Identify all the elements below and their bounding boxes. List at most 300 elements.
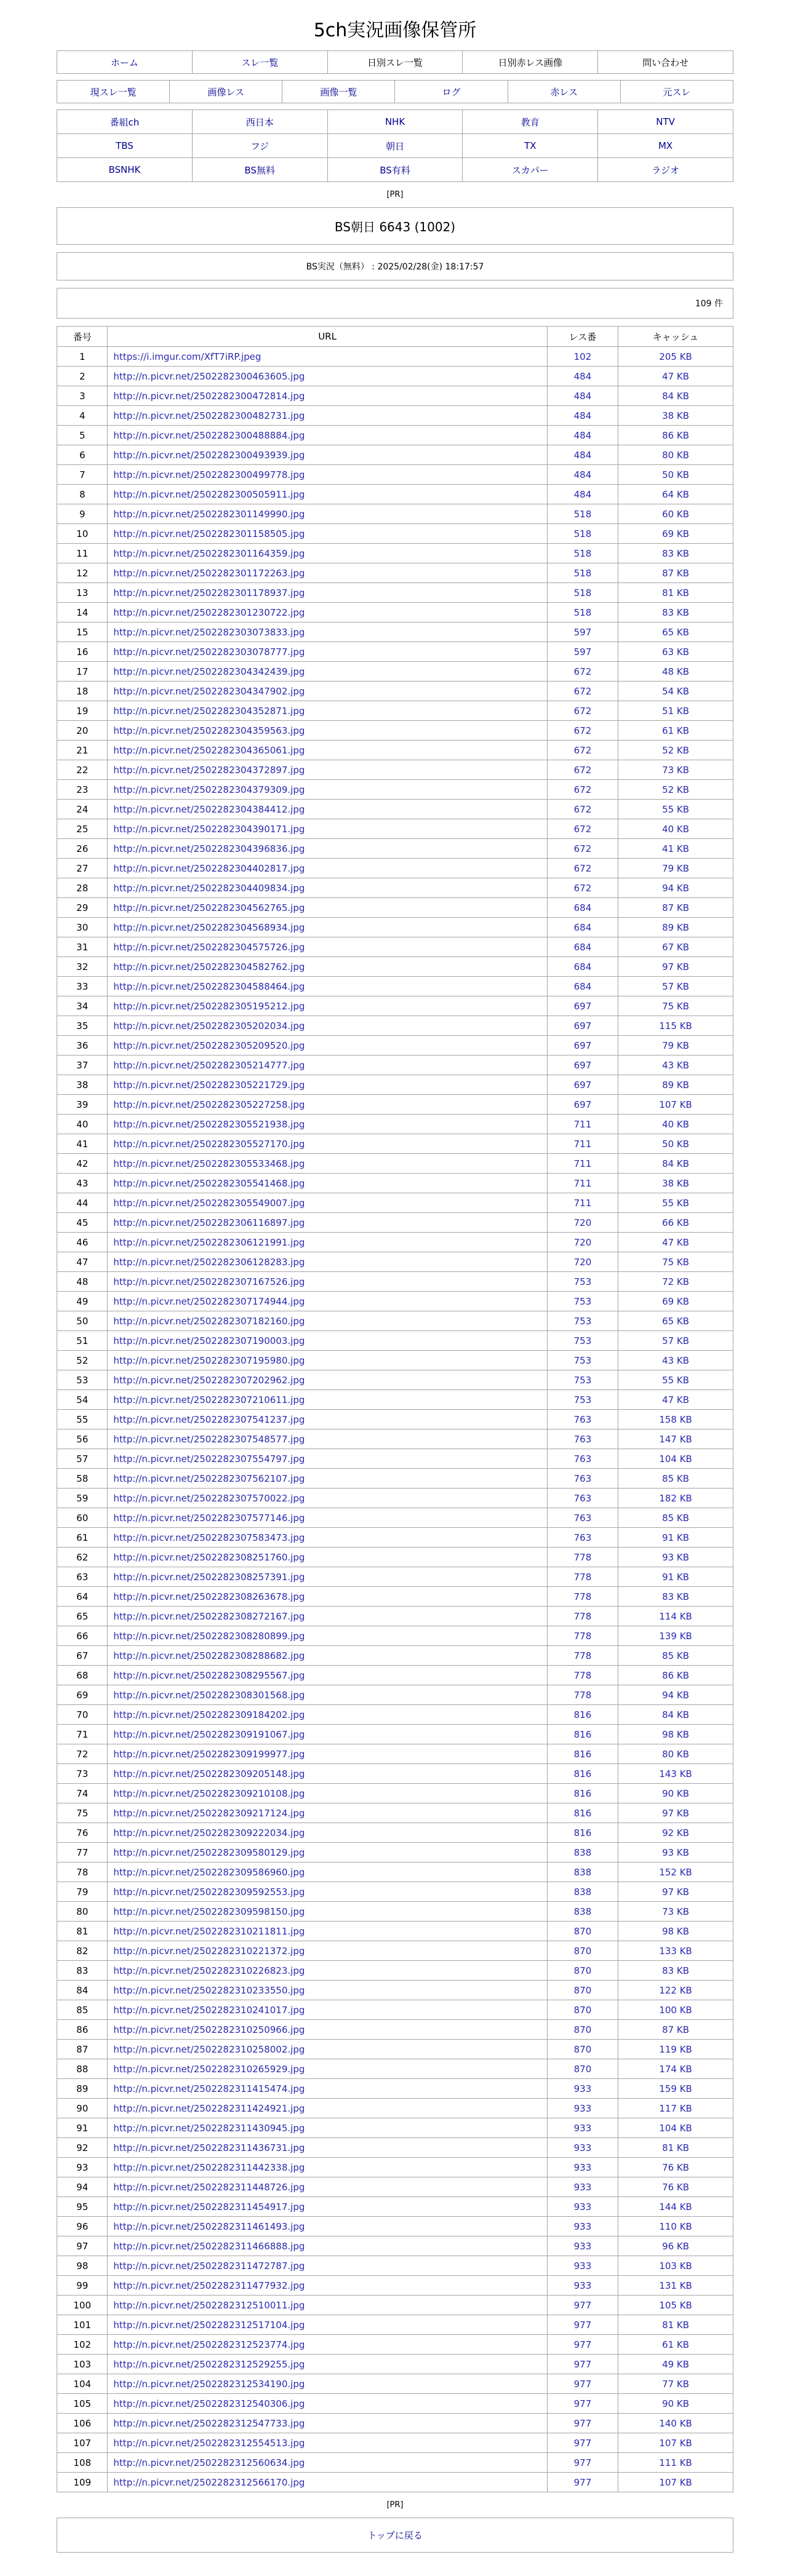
image-url-link[interactable]: http://n.picvr.net/2502282304575726.jpg: [113, 941, 305, 953]
nav-link[interactable]: フジ: [250, 140, 269, 152]
image-url-link[interactable]: http://n.picvr.net/2502282303078777.jpg: [113, 646, 305, 658]
image-url-cell: [108, 977, 547, 996]
image-url-link[interactable]: http://n.picvr.net/2502282306116897.jpg: [113, 1217, 305, 1228]
nav-item[interactable]: [395, 81, 508, 103]
image-url-link[interactable]: http://n.picvr.net/2502282301164359.jpg: [113, 547, 305, 559]
image-url-link[interactable]: http://n.picvr.net/2502282301230722.jpg: [113, 606, 305, 618]
cache-size: 90 KB: [618, 1784, 733, 1803]
table-row: [57, 426, 733, 445]
table-row: [57, 1095, 733, 1115]
image-url-link[interactable]: http://n.picvr.net/2502282305227258.jpg: [113, 1099, 305, 1110]
image-url-link[interactable]: http://n.picvr.net/2502282310265929.jpg: [113, 2063, 305, 2075]
res-number: 672: [547, 701, 618, 721]
row-number: 23: [57, 780, 108, 800]
row-number: 82: [57, 1941, 108, 1961]
row-number: 30: [57, 918, 108, 937]
nav-secondary-row: [57, 81, 733, 103]
image-url-link[interactable]: http://n.picvr.net/2502282309598150.jpg: [113, 1906, 305, 1917]
res-number: 870: [547, 2059, 618, 2079]
image-url-link[interactable]: http://n.picvr.net/2502282307562107.jpg: [113, 1473, 305, 1484]
image-url-cell: [108, 1626, 547, 1646]
nav-item[interactable]: [192, 110, 327, 134]
image-url-link[interactable]: http://n.picvr.net/2502282307190003.jpg: [113, 1335, 305, 1346]
image-url-link[interactable]: http://n.picvr.net/2502282305549007.jpg: [113, 1197, 305, 1209]
image-url-link[interactable]: http://n.picvr.net/2502282304396836.jpg: [113, 843, 305, 854]
image-url-cell: [108, 1036, 547, 1055]
row-number: 69: [57, 1685, 108, 1705]
res-number: 977: [547, 2355, 618, 2374]
res-number: 672: [547, 662, 618, 682]
cache-size: 47 KB: [618, 1390, 733, 1410]
nav-item[interactable]: [463, 110, 598, 134]
res-number: 870: [547, 1981, 618, 2000]
image-url-link[interactable]: http://n.picvr.net/2502282307570022.jpg: [113, 1492, 305, 1504]
table-row: [57, 2217, 733, 2236]
image-url-link[interactable]: http://n.picvr.net/2502282311442338.jpg: [113, 2161, 305, 2173]
image-url-link[interactable]: http://n.picvr.net/2502282300499778.jpg: [113, 469, 305, 480]
image-url-link[interactable]: http://n.picvr.net/2502282309205148.jpg: [113, 1768, 305, 1779]
row-number: 21: [57, 741, 108, 760]
image-url-cell: [108, 2374, 547, 2394]
image-url-link[interactable]: http://n.picvr.net/2502282310221372.jpg: [113, 1945, 305, 1957]
res-number: 778: [547, 1626, 618, 1646]
image-url-cell: [108, 1351, 547, 1370]
nav-link[interactable]: TX: [524, 140, 537, 151]
row-number: 43: [57, 1174, 108, 1193]
image-url-cell: [108, 1685, 547, 1705]
row-number: 1: [57, 347, 108, 367]
res-number: 711: [547, 1115, 618, 1134]
nav-item[interactable]: [327, 110, 463, 134]
image-url-link[interactable]: http://n.picvr.net/2502282304384412.jpg: [113, 803, 305, 815]
image-url-link[interactable]: http://n.picvr.net/2502282311461493.jpg: [113, 2220, 305, 2232]
image-url-link[interactable]: http://n.picvr.net/2502282312540306.jpg: [113, 2398, 305, 2409]
image-url-link[interactable]: http://n.picvr.net/2502282309184202.jpg: [113, 1709, 305, 1720]
nav-link[interactable]: 画像一覧: [320, 86, 357, 98]
nav-item[interactable]: [327, 158, 463, 182]
image-url-link[interactable]: http://n.picvr.net/2502282307541237.jpg: [113, 1413, 305, 1425]
row-number: 98: [57, 2256, 108, 2276]
nav-item[interactable]: [598, 134, 733, 158]
table-row: [57, 465, 733, 485]
res-number: 484: [547, 445, 618, 465]
image-url-link[interactable]: http://n.picvr.net/2502282312547733.jpg: [113, 2417, 305, 2429]
image-url-link[interactable]: http://n.picvr.net/2502282307583473.jpg: [113, 1532, 305, 1543]
image-url-link[interactable]: http://n.picvr.net/2502282311448726.jpg: [113, 2181, 305, 2193]
row-number: 12: [57, 563, 108, 583]
image-url-cell: [108, 1587, 547, 1607]
image-url-link[interactable]: http://n.picvr.net/2502282308251760.jpg: [113, 1551, 305, 1563]
nav-link[interactable]: MX: [658, 140, 673, 151]
cache-size: 61 KB: [618, 721, 733, 741]
image-url-link[interactable]: http://n.picvr.net/2502282304342439.jpg: [113, 666, 305, 677]
image-url-link[interactable]: http://n.picvr.net/2502282304409834.jpg: [113, 882, 305, 894]
row-number: 17: [57, 662, 108, 682]
table-row: [57, 2433, 733, 2453]
image-url-link[interactable]: http://n.picvr.net/2502282308263678.jpg: [113, 1591, 305, 1602]
nav-link[interactable]: 朝日: [385, 140, 404, 152]
image-url-link[interactable]: http://n.picvr.net/2502282309222034.jpg: [113, 1827, 305, 1839]
row-number: 55: [57, 1410, 108, 1429]
image-url-link[interactable]: http://n.picvr.net/2502282308288682.jpg: [113, 1650, 305, 1661]
nav-item[interactable]: [192, 51, 327, 74]
image-url-link[interactable]: http://n.picvr.net/2502282310258002.jpg: [113, 2043, 305, 2055]
image-table: [57, 326, 733, 2492]
page-container: [57, 15, 733, 2553]
image-url-link[interactable]: http://n.picvr.net/2502282304372897.jpg: [113, 764, 305, 776]
res-number: 816: [547, 1784, 618, 1803]
cache-size: 111 KB: [618, 2453, 733, 2473]
image-url-link[interactable]: http://n.picvr.net/2502282307554797.jpg: [113, 1453, 305, 1465]
image-url-link[interactable]: http://n.picvr.net/2502282305202034.jpg: [113, 1020, 305, 1032]
cache-size: 152 KB: [618, 1862, 733, 1882]
image-url-link[interactable]: http://n.picvr.net/2502282300505911.jpg: [113, 488, 305, 500]
table-row: [57, 957, 733, 977]
table-row: [57, 1528, 733, 1548]
image-url-link[interactable]: http://n.picvr.net/2502282311477932.jpg: [113, 2280, 305, 2291]
image-url-link[interactable]: http://n.picvr.net/2502282310211811.jpg: [113, 1925, 305, 1937]
cache-size: 115 KB: [618, 1016, 733, 1036]
back-to-top-link[interactable]: トップに戻る: [367, 2530, 423, 2541]
image-url-link[interactable]: http://n.picvr.net/2502282309586960.jpg: [113, 1866, 305, 1878]
image-url-link[interactable]: http://n.picvr.net/2502282304588464.jpg: [113, 980, 305, 992]
image-url-link[interactable]: http://n.picvr.net/2502282311430945.jpg: [113, 2122, 305, 2134]
image-url-link[interactable]: http://n.picvr.net/2502282305209520.jpg: [113, 1040, 305, 1051]
nav-item[interactable]: [463, 134, 598, 158]
image-url-link[interactable]: http://n.picvr.net/2502282311424921.jpg: [113, 2102, 305, 2114]
nav-item[interactable]: [57, 51, 193, 74]
table-row: [57, 1469, 733, 1489]
nav-item[interactable]: [192, 134, 327, 158]
nav-item[interactable]: [327, 134, 463, 158]
table-row: [57, 2453, 733, 2473]
res-number: 763: [547, 1429, 618, 1449]
image-url-link[interactable]: http://n.picvr.net/2502282307195980.jpg: [113, 1354, 305, 1366]
cache-size: 86 KB: [618, 1666, 733, 1685]
image-url-link[interactable]: http://n.picvr.net/2502282307210611.jpg: [113, 1394, 305, 1405]
row-number: 90: [57, 2099, 108, 2118]
row-number: 81: [57, 1922, 108, 1941]
image-url-link[interactable]: http://n.picvr.net/2502282312534190.jpg: [113, 2378, 305, 2390]
image-url-link[interactable]: http://n.picvr.net/2502282308301568.jpg: [113, 1689, 305, 1701]
table-row: [57, 1272, 733, 1292]
nav-item[interactable]: [620, 81, 733, 103]
row-number: 67: [57, 1646, 108, 1666]
image-url-link[interactable]: http://n.picvr.net/2502282312529255.jpg: [113, 2358, 305, 2370]
image-url-link[interactable]: http://n.picvr.net/2502282309592553.jpg: [113, 1886, 305, 1898]
image-url-link[interactable]: http://n.picvr.net/2502282311472787.jpg: [113, 2260, 305, 2272]
image-url-link[interactable]: http://n.picvr.net/2502282306121991.jpg: [113, 1236, 305, 1248]
table-row: [57, 1213, 733, 1233]
row-number: 75: [57, 1803, 108, 1823]
table-row: [57, 1567, 733, 1587]
row-number: 42: [57, 1154, 108, 1174]
nav-link[interactable]: BS有料: [380, 164, 410, 176]
table-row: [57, 1075, 733, 1095]
cache-size: 84 KB: [618, 1154, 733, 1174]
image-url-link[interactable]: http://n.picvr.net/2502282304352871.jpg: [113, 705, 305, 717]
nav-item: 問い合わせ: [598, 51, 733, 74]
image-url-link[interactable]: http://n.picvr.net/2502282308257391.jpg: [113, 1571, 305, 1583]
thread-status: BS実況（無料） : 2025/02/28(金) 18:17:57: [57, 252, 733, 280]
image-url-link[interactable]: http://n.picvr.net/2502282300472814.jpg: [113, 390, 305, 402]
res-number: 763: [547, 1449, 618, 1469]
image-url-link[interactable]: http://n.picvr.net/2502282303073833.jpg: [113, 626, 305, 638]
image-url-link[interactable]: http://n.picvr.net/2502282309199977.jpg: [113, 1748, 305, 1760]
image-url-link[interactable]: http://n.picvr.net/2502282307548577.jpg: [113, 1433, 305, 1445]
cache-size: 48 KB: [618, 662, 733, 682]
image-url-link[interactable]: http://n.picvr.net/2502282308272167.jpg: [113, 1610, 305, 1622]
cache-size: 64 KB: [618, 485, 733, 504]
cache-size: 93 KB: [618, 1548, 733, 1567]
nav-item[interactable]: [282, 81, 395, 103]
res-number: 763: [547, 1508, 618, 1528]
image-url-link[interactable]: http://n.picvr.net/2502282305195212.jpg: [113, 1000, 305, 1012]
image-url-link[interactable]: http://n.picvr.net/2502282304582762.jpg: [113, 961, 305, 972]
image-url-link[interactable]: http://n.picvr.net/2502282312566170.jpg: [113, 2476, 305, 2488]
nav-link[interactable]: 教育: [521, 116, 540, 128]
cache-size: 41 KB: [618, 839, 733, 859]
image-url-link[interactable]: http://n.picvr.net/2502282311436731.jpg: [113, 2142, 305, 2153]
res-number: 977: [547, 2473, 618, 2492]
cache-size: 84 KB: [618, 386, 733, 406]
row-number: 3: [57, 386, 108, 406]
table-row: [57, 2040, 733, 2059]
row-number: 8: [57, 485, 108, 504]
image-url-link[interactable]: http://n.picvr.net/2502282305541468.jpg: [113, 1177, 305, 1189]
table-row: [57, 1803, 733, 1823]
nav-link[interactable]: ホーム: [110, 57, 138, 68]
image-url-link[interactable]: http://n.picvr.net/2502282312510011.jpg: [113, 2299, 305, 2311]
image-url-cell: [108, 2236, 547, 2256]
cache-size: 47 KB: [618, 1233, 733, 1252]
nav-link[interactable]: スカパー: [511, 164, 549, 176]
image-url-link[interactable]: http://n.picvr.net/2502282301158505.jpg: [113, 528, 305, 539]
nav-item[interactable]: [598, 158, 733, 182]
table-row: [57, 1607, 733, 1626]
image-url-cell: [108, 2138, 547, 2158]
image-url-cell: [108, 800, 547, 819]
nav-item[interactable]: [57, 81, 170, 103]
row-number: 96: [57, 2217, 108, 2236]
image-url-link[interactable]: http://n.picvr.net/2502282304568934.jpg: [113, 921, 305, 933]
row-number: 73: [57, 1764, 108, 1784]
image-url-link[interactable]: http://n.picvr.net/2502282311466888.jpg: [113, 2240, 305, 2252]
nav-link[interactable]: 元スレ: [663, 86, 691, 98]
image-url-cell: [108, 1390, 547, 1410]
image-url-cell: [108, 1429, 547, 1449]
table-row: [57, 1292, 733, 1311]
table-row: [57, 2335, 733, 2355]
thread-title: BS朝日 6643 (1002): [57, 207, 733, 245]
nav-item[interactable]: [192, 158, 327, 182]
image-url-link[interactable]: http://n.picvr.net/2502282304562765.jpg: [113, 902, 305, 913]
table-row: [57, 406, 733, 426]
image-url-link[interactable]: http://n.picvr.net/2502282304359563.jpg: [113, 725, 305, 736]
res-number: 672: [547, 780, 618, 800]
res-number: 518: [547, 563, 618, 583]
nav-link[interactable]: TBS: [116, 140, 134, 151]
image-url-cell: [108, 465, 547, 485]
table-row: [57, 2473, 733, 2492]
nav-link[interactable]: スレ一覧: [241, 57, 279, 68]
res-number: 933: [547, 2158, 618, 2177]
image-url-cell: [108, 2040, 547, 2059]
result-count: 109 件: [57, 288, 733, 319]
nav-link[interactable]: 西日本: [245, 116, 274, 128]
nav-link[interactable]: 番組ch: [110, 116, 140, 128]
image-url-cell: [108, 1508, 547, 1528]
image-url-cell: [108, 859, 547, 878]
image-url-link[interactable]: http://n.picvr.net/2502282307202962.jpg: [113, 1374, 305, 1386]
row-number: 58: [57, 1469, 108, 1489]
cache-size: 205 KB: [618, 347, 733, 367]
res-number: 672: [547, 800, 618, 819]
nav-item[interactable]: [57, 110, 193, 134]
nav-link[interactable]: 現スレ一覧: [90, 86, 137, 98]
cache-size: 98 KB: [618, 1725, 733, 1744]
cache-size: 52 KB: [618, 780, 733, 800]
nav-item: 日別スレ一覧: [327, 51, 463, 74]
res-number: 933: [547, 2217, 618, 2236]
image-url-cell: [108, 1607, 547, 1626]
image-url-link[interactable]: http://n.picvr.net/2502282307174944.jpg: [113, 1295, 305, 1307]
res-number: 672: [547, 682, 618, 701]
image-url-link[interactable]: http://n.picvr.net/2502282310250966.jpg: [113, 2024, 305, 2035]
nav-item[interactable]: [463, 158, 598, 182]
image-url-link[interactable]: http://n.picvr.net/2502282312554513.jpg: [113, 2437, 305, 2449]
row-number: 63: [57, 1567, 108, 1587]
image-url-link[interactable]: http://n.picvr.net/2502282305527170.jpg: [113, 1138, 305, 1150]
image-url-link[interactable]: https://i.imgur.com/XfT7iRP.jpeg: [113, 351, 261, 362]
table-row: [57, 1154, 733, 1174]
cache-size: 131 KB: [618, 2276, 733, 2296]
image-url-cell: [108, 1193, 547, 1213]
row-number: 71: [57, 1725, 108, 1744]
image-url-link[interactable]: http://n.picvr.net/2502282305521938.jpg: [113, 1118, 305, 1130]
image-url-link[interactable]: http://n.picvr.net/2502282305533468.jpg: [113, 1158, 305, 1169]
image-url-cell: [108, 2433, 547, 2453]
nav-link[interactable]: NHK: [385, 116, 405, 127]
image-url-cell: [108, 2276, 547, 2296]
table-row: [57, 682, 733, 701]
cache-size: 75 KB: [618, 1252, 733, 1272]
image-url-cell: [108, 1764, 547, 1784]
image-url-link[interactable]: http://n.picvr.net/2502282300482731.jpg: [113, 410, 305, 421]
cache-size: 72 KB: [618, 1272, 733, 1292]
image-url-link[interactable]: http://n.picvr.net/2502282312523774.jpg: [113, 2339, 305, 2350]
res-number: 977: [547, 2315, 618, 2335]
res-number: 753: [547, 1292, 618, 1311]
table-row: [57, 2079, 733, 2099]
nav-item[interactable]: [598, 110, 733, 134]
image-url-link[interactable]: http://n.picvr.net/2502282304402817.jpg: [113, 862, 305, 874]
nav-link[interactable]: ログ: [442, 86, 461, 98]
image-url-link[interactable]: http://n.picvr.net/2502282307167526.jpg: [113, 1276, 305, 1287]
cache-size: 107 KB: [618, 2473, 733, 2492]
nav-item[interactable]: [170, 81, 282, 103]
image-url-link[interactable]: http://n.picvr.net/2502282306128283.jpg: [113, 1256, 305, 1268]
nav-item[interactable]: [57, 158, 193, 182]
image-url-link[interactable]: http://n.picvr.net/2502282312517104.jpg: [113, 2319, 305, 2331]
image-url-link[interactable]: http://n.picvr.net/2502282300493939.jpg: [113, 449, 305, 461]
cache-size: 50 KB: [618, 465, 733, 485]
image-url-cell: [108, 1489, 547, 1508]
image-url-link[interactable]: http://n.picvr.net/2502282311454917.jpg: [113, 2201, 305, 2212]
image-url-link[interactable]: http://n.picvr.net/2502282301172263.jpg: [113, 567, 305, 579]
image-url-link[interactable]: http://n.picvr.net/2502282309217124.jpg: [113, 1807, 305, 1819]
image-url-link[interactable]: http://n.picvr.net/2502282304365061.jpg: [113, 744, 305, 756]
cache-size: 133 KB: [618, 1941, 733, 1961]
res-number: 778: [547, 1567, 618, 1587]
table-row: [57, 2099, 733, 2118]
res-number: 977: [547, 2453, 618, 2473]
nav-item[interactable]: [508, 81, 620, 103]
image-url-link[interactable]: http://n.picvr.net/2502282309210108.jpg: [113, 1787, 305, 1799]
cache-size: 67 KB: [618, 937, 733, 957]
image-url-link[interactable]: http://n.picvr.net/2502282300488884.jpg: [113, 429, 305, 441]
nav-link[interactable]: BSNHK: [108, 164, 141, 175]
image-url-link[interactable]: http://n.picvr.net/2502282301178937.jpg: [113, 587, 305, 598]
table-row: [57, 2394, 733, 2414]
cache-size: 80 KB: [618, 1744, 733, 1764]
row-number: 72: [57, 1744, 108, 1764]
nav-link[interactable]: 画像レス: [207, 86, 245, 98]
table-row: [57, 1252, 733, 1272]
image-url-cell: [108, 1055, 547, 1075]
cache-size: 114 KB: [618, 1607, 733, 1626]
image-url-link[interactable]: http://n.picvr.net/2502282310226823.jpg: [113, 1965, 305, 1976]
row-number: 95: [57, 2197, 108, 2217]
image-url-cell: [108, 1134, 547, 1154]
image-url-link[interactable]: http://n.picvr.net/2502282304379309.jpg: [113, 784, 305, 795]
image-url-link[interactable]: http://n.picvr.net/2502282307182160.jpg: [113, 1315, 305, 1327]
image-url-link[interactable]: http://n.picvr.net/2502282309580129.jpg: [113, 1847, 305, 1858]
nav-item[interactable]: [57, 134, 193, 158]
image-url-link[interactable]: http://n.picvr.net/2502282308295567.jpg: [113, 1669, 305, 1681]
res-number: 484: [547, 386, 618, 406]
table-row: [57, 1666, 733, 1685]
image-url-cell: [108, 1016, 547, 1036]
image-url-cell: [108, 898, 547, 918]
image-url-link[interactable]: http://n.picvr.net/2502282308280899.jpg: [113, 1630, 305, 1642]
nav-link[interactable]: 赤レス: [550, 86, 578, 98]
image-url-link[interactable]: http://n.picvr.net/2502282312560634.jpg: [113, 2457, 305, 2468]
image-url-link[interactable]: http://n.picvr.net/2502282300463605.jpg: [113, 370, 305, 382]
nav-link[interactable]: BS無料: [244, 164, 275, 176]
image-url-link[interactable]: http://n.picvr.net/2502282301149990.jpg: [113, 508, 305, 520]
table-row: [57, 1981, 733, 2000]
row-number: 49: [57, 1292, 108, 1311]
table-row: [57, 1823, 733, 1843]
nav-link[interactable]: ラジオ: [652, 164, 680, 176]
image-url-link[interactable]: http://n.picvr.net/2502282305214777.jpg: [113, 1059, 305, 1071]
nav-link[interactable]: NTV: [656, 116, 675, 127]
image-url-link[interactable]: http://n.picvr.net/2502282304347902.jpg: [113, 685, 305, 697]
image-url-link[interactable]: http://n.picvr.net/2502282307577146.jpg: [113, 1512, 305, 1524]
image-url-link[interactable]: http://n.picvr.net/2502282309191067.jpg: [113, 1728, 305, 1740]
image-url-link[interactable]: http://n.picvr.net/2502282311415474.jpg: [113, 2083, 305, 2094]
res-number: 484: [547, 406, 618, 426]
res-number: 684: [547, 977, 618, 996]
image-url-link[interactable]: http://n.picvr.net/2502282305221729.jpg: [113, 1079, 305, 1091]
image-url-link[interactable]: http://n.picvr.net/2502282310241017.jpg: [113, 2004, 305, 2016]
res-number: 597: [547, 622, 618, 642]
image-url-link[interactable]: http://n.picvr.net/2502282304390171.jpg: [113, 823, 305, 835]
row-number: 51: [57, 1331, 108, 1351]
nav-item: 日別赤レス画像: [463, 51, 598, 74]
image-url-link[interactable]: http://n.picvr.net/2502282310233550.jpg: [113, 1984, 305, 1996]
